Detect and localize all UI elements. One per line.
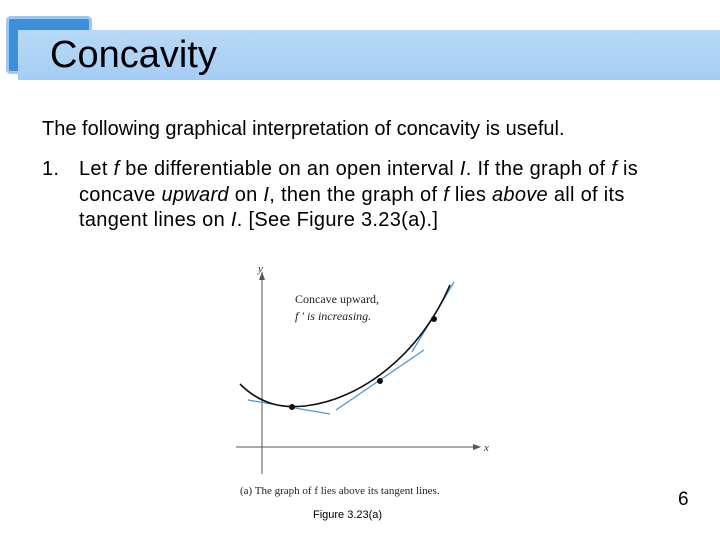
y-axis-label: y (258, 263, 263, 275)
x-axis-label: x (484, 442, 489, 454)
slide-number: 6 (678, 489, 689, 510)
list-item-body: Let f be differentiable on an open interval I. If the graph of f is concave upward on I, then the graph of f lies above all of its tangent lines on I. [See Figure 3.23(a).] (79, 158, 639, 231)
figure-caption: (a) The graph of f lies above its tangent lines. (240, 485, 440, 497)
slide-title: Concavity (50, 34, 217, 76)
figure-label: Figure 3.23(a) (313, 509, 383, 521)
list-item-number: 1. (42, 158, 60, 180)
x-axis-arrow (473, 444, 481, 450)
tangent-point-3 (431, 316, 437, 322)
annotation-line-1: Concave upward, (295, 292, 379, 306)
tangent-point-2 (377, 378, 383, 384)
annotation-line-2: f ′ is increasing. (295, 309, 372, 323)
intro-text: The following graphical interpretation of concavity is useful. (42, 118, 565, 140)
tangent-point-1 (289, 404, 295, 410)
